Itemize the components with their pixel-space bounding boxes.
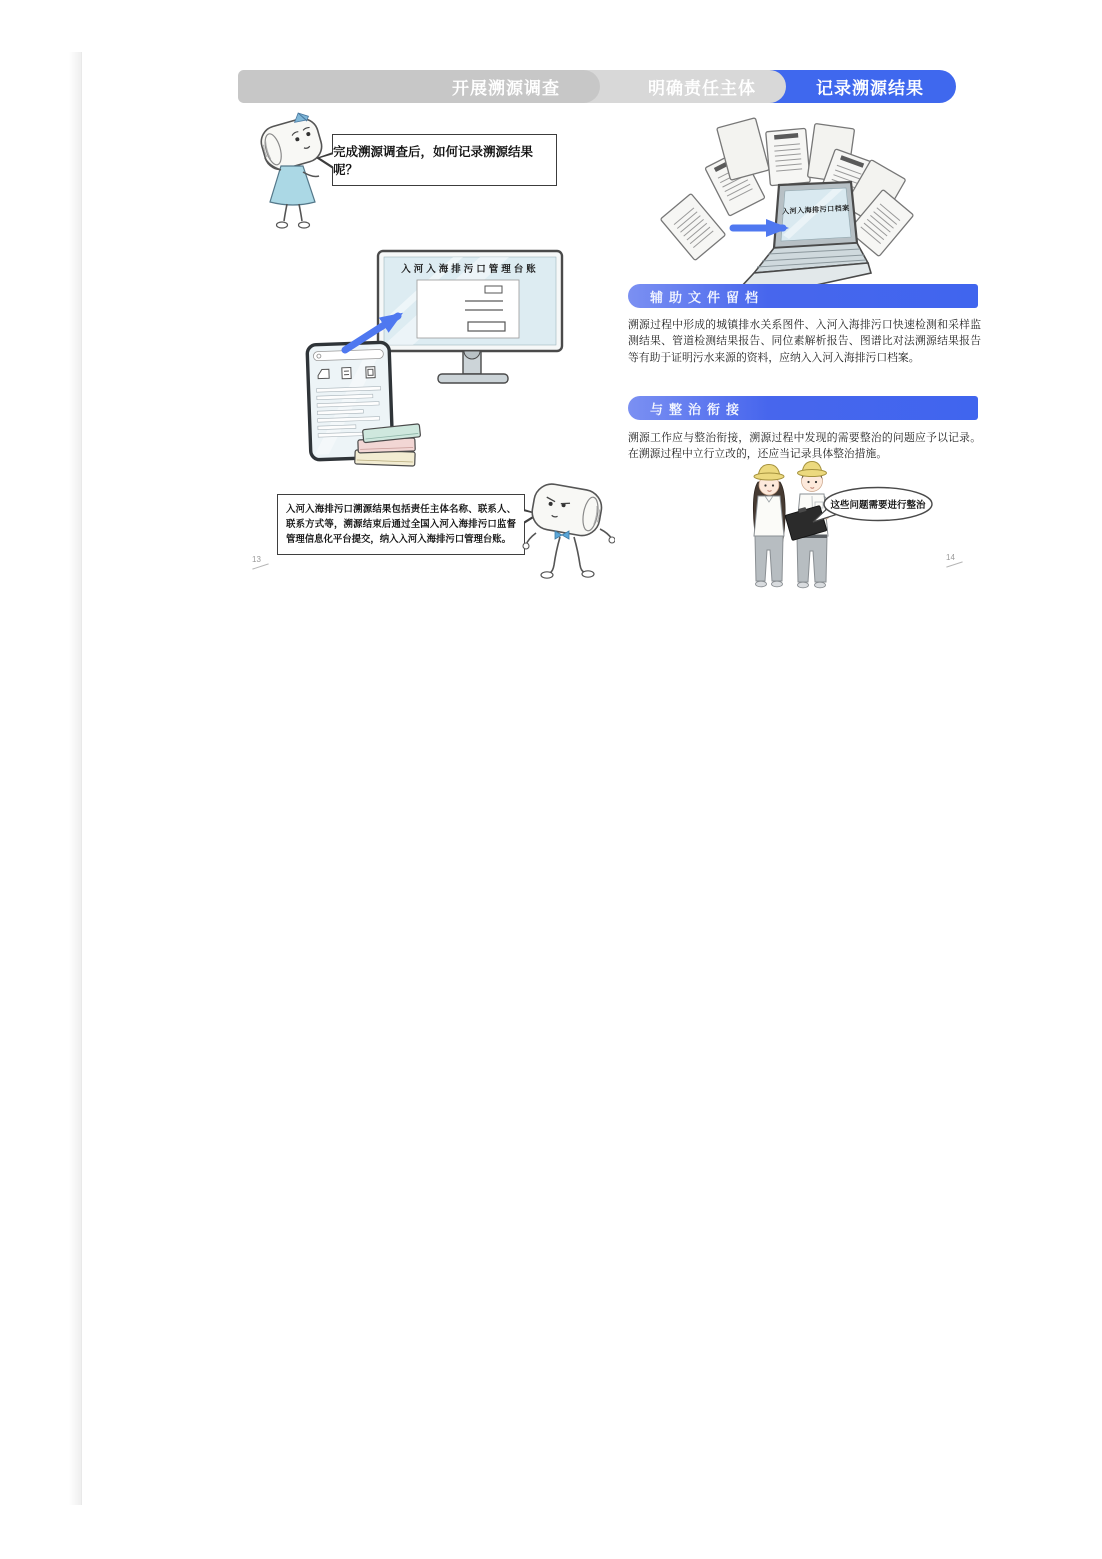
mascot-pipe-girl-legs xyxy=(277,204,310,228)
speech-bubble-remediation xyxy=(813,488,932,523)
mascot-pipe-guy-head xyxy=(529,481,604,538)
page-left-edge-shadow xyxy=(69,52,82,1505)
page-number-left: 13 xyxy=(252,555,269,567)
workers-illustration xyxy=(718,448,933,593)
page-number-right: 14 xyxy=(946,553,963,565)
archive-documents-illustration xyxy=(655,105,985,310)
image-icon xyxy=(366,367,375,378)
section-banner-archiving xyxy=(628,284,978,308)
speech-bubble-remediation-text: 这些问题需要进行整治 xyxy=(830,500,926,511)
document-icon xyxy=(342,367,351,378)
tab-step-investigate-label: 开展溯源调查 xyxy=(452,79,560,98)
note-box-text: 入河入海排污口溯源结果包括责任主体名称、联系人、联系方式等，溯源结束后通过全国入河入海排污口监督管理信息化平台提交，纳入入河入海排污口管理台账。 xyxy=(286,503,516,544)
mascot-pipe-girl-dress xyxy=(270,166,315,205)
section-banner-remediation-title: 与整治衔接 xyxy=(650,401,746,417)
worker-woman xyxy=(753,465,785,587)
note-box-result xyxy=(277,494,525,555)
tab-step-record-label: 记录溯源结果 xyxy=(816,79,924,98)
worker-man xyxy=(784,462,829,588)
mascot-pipe-guy xyxy=(520,475,615,587)
speech-bubble-question xyxy=(332,134,557,186)
speech-bubble-question-text: 完成溯源调查后，如何记录溯源结果呢？ xyxy=(333,145,534,177)
book-stack xyxy=(355,424,421,466)
tab-step-responsible-label: 明确责任主体 xyxy=(648,79,756,98)
section-body-remediation: 溯源工作应与整治衔接，溯源过程中发现的需要整治的问题应予以记录。在溯源过程中立行立改的，还应当记录具体整治措施。 xyxy=(628,432,981,461)
desktop-monitor xyxy=(378,251,562,383)
tab-step-record-active xyxy=(758,70,956,103)
mascot-pipe-guy-legs xyxy=(541,537,594,578)
section-banner-remediation xyxy=(628,396,978,420)
section-body-archiving: 溯源过程中形成的城镇排水关系图件、入河入海排污口快速检测和采样监测结果、管道检测结果报告、同位素解析报告、图谱比对法溯源结果报告等有助于证明污水来源的资料，应纳入入河入海排污口档案。 xyxy=(628,319,981,364)
ledger-upload-illustration xyxy=(295,240,595,475)
mascot-pipe-girl xyxy=(245,108,340,238)
section-banner-archiving-title: 辅助文件留档 xyxy=(650,289,765,305)
monitor-screen-title: 入河入海排污口管理台账 xyxy=(401,264,539,275)
laptop-screen-label: 入河入海排污口档案 xyxy=(782,205,850,216)
mascot-pipe-girl-head xyxy=(256,109,326,173)
tab-step-investigate xyxy=(238,70,600,103)
